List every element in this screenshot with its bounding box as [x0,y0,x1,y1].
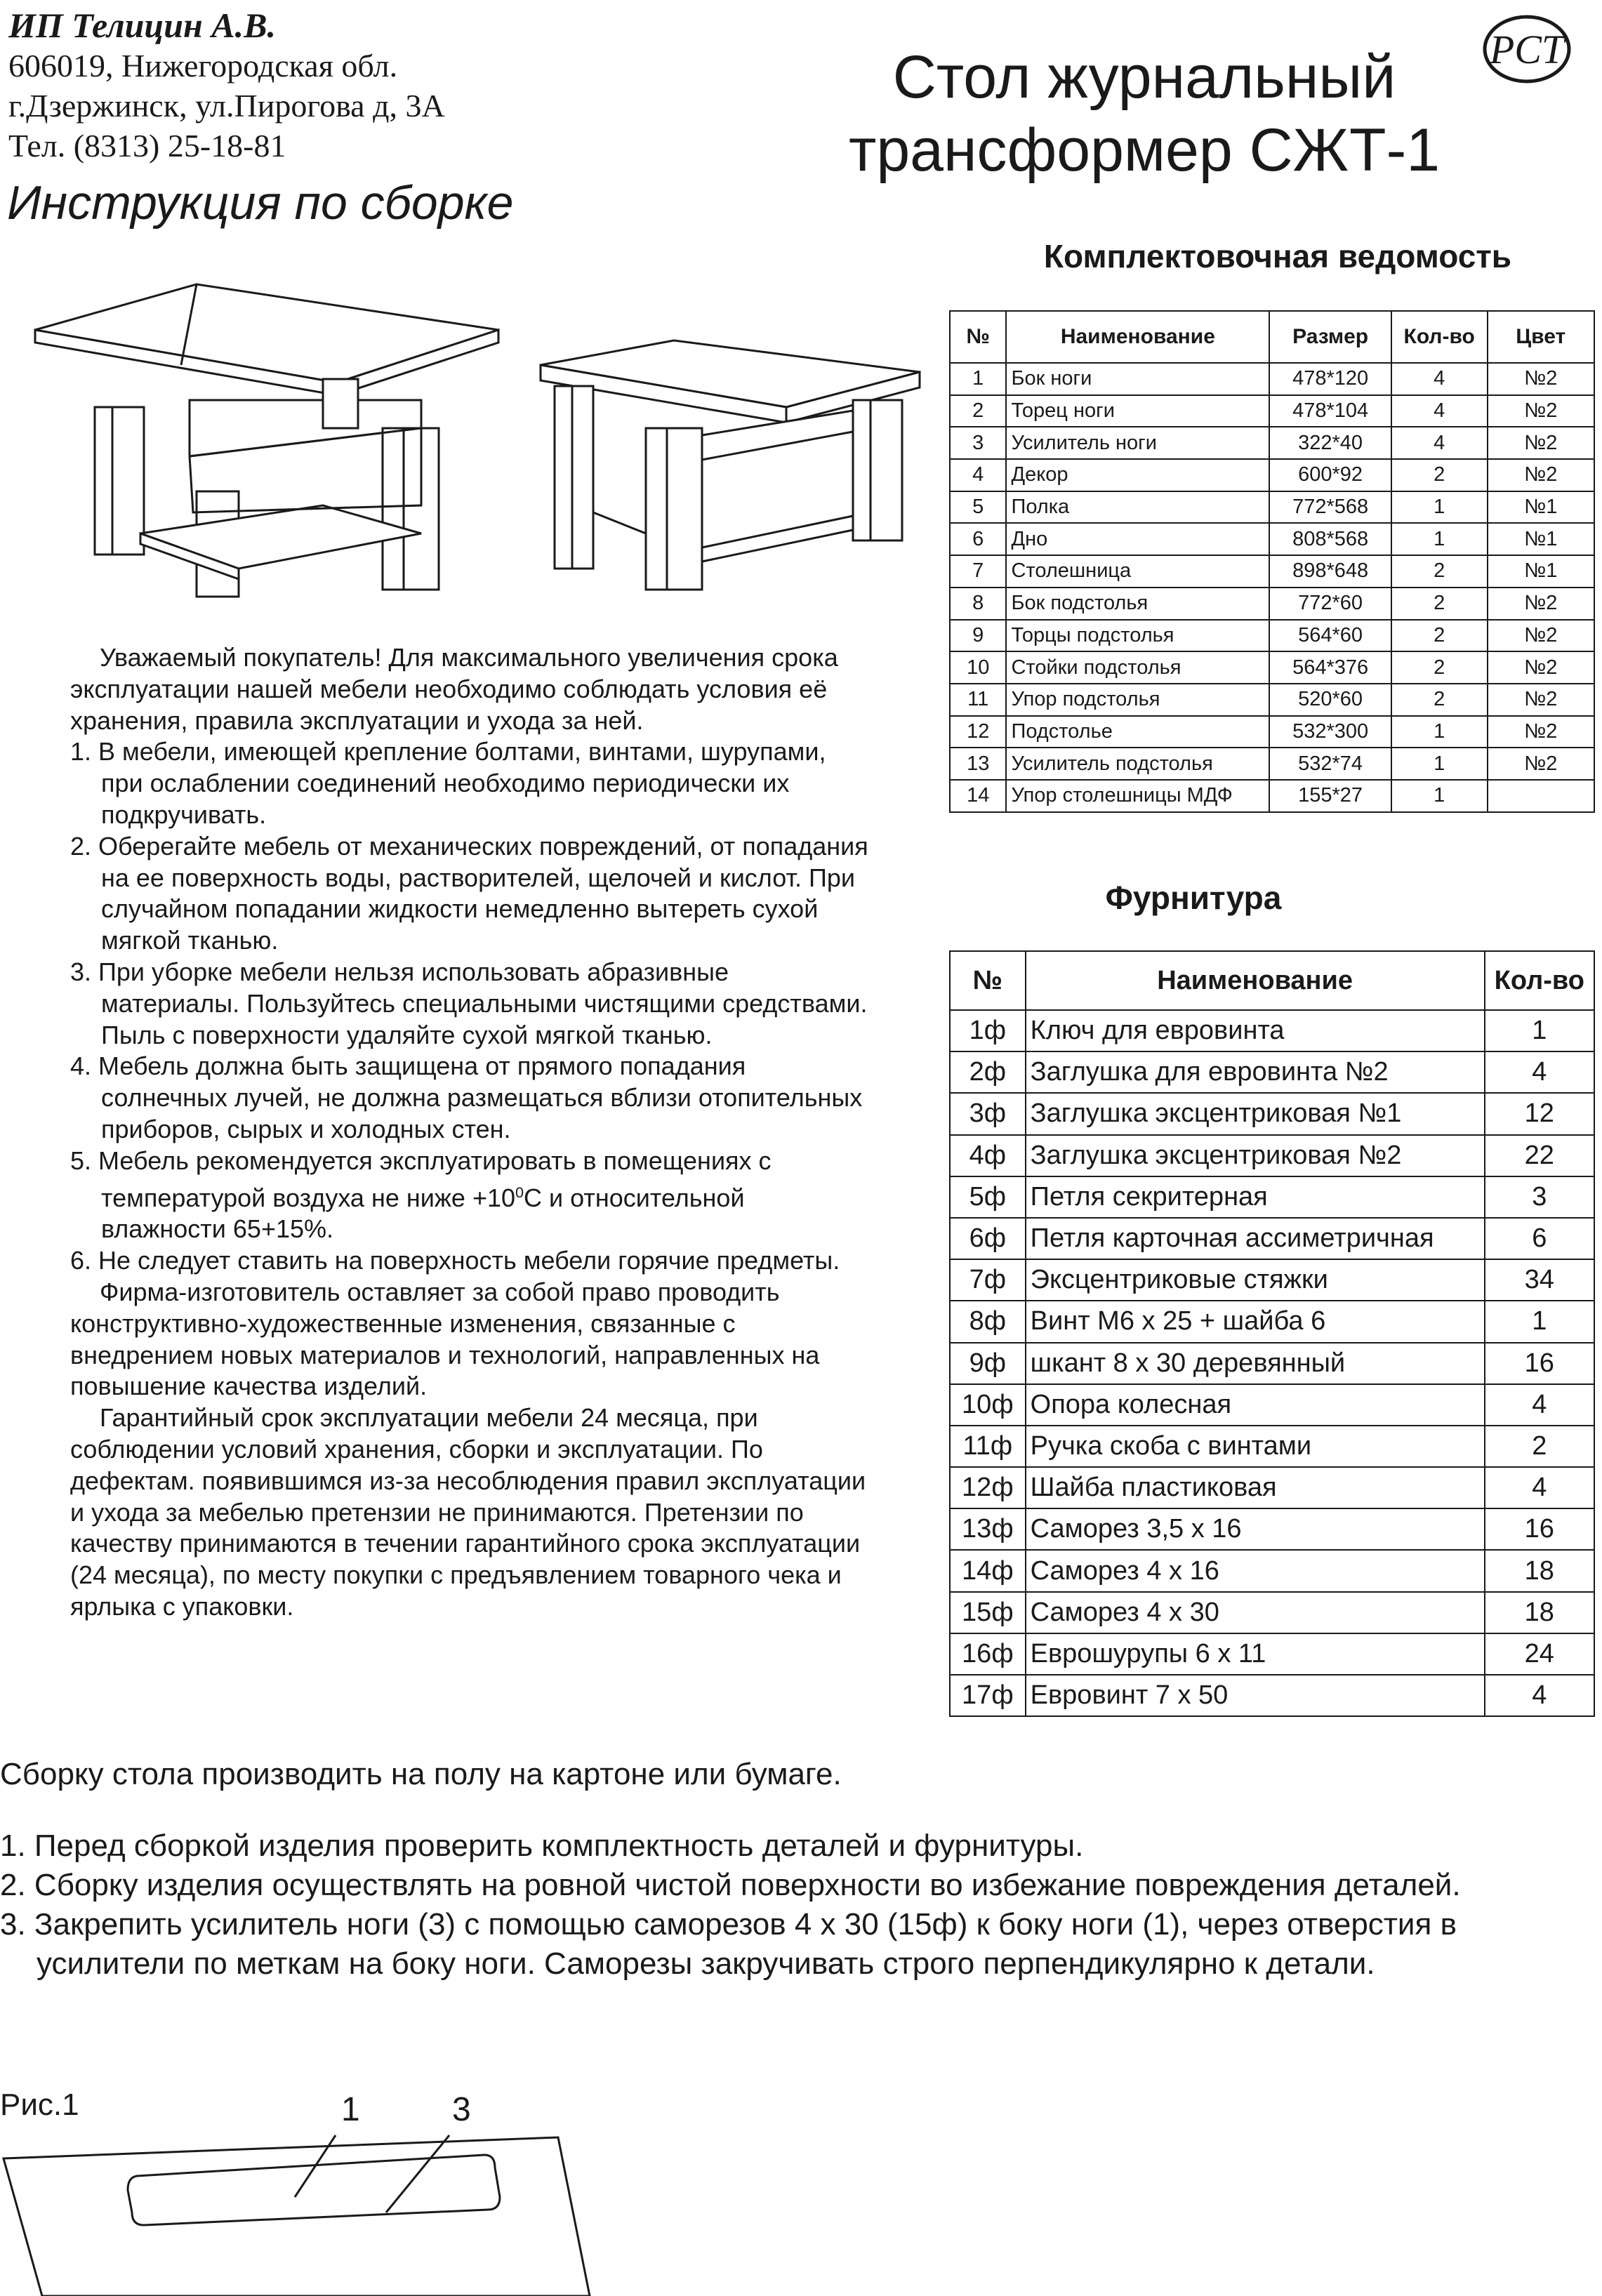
kit-cell-color: №2 [1488,588,1595,620]
kit-cell-name: Торцы подстолья [1006,620,1269,652]
care-item-2: 2. Оберегайте мебель от механических повреждений, от попадания на ее поверхность воды, растворителей, щелочей и кислот. При случайном попадании жидкости немедленно вытереть сухой мягкой тканью. [70,831,868,955]
kit-col-color: Цвет [1488,311,1595,363]
hardware-cell-number: 4ф [950,1135,1026,1176]
kit-cell-name: Столешница [1006,555,1269,588]
kit-cell-size: 322*40 [1269,427,1391,459]
kit-row [950,620,1594,652]
kit-cell-size: 520*60 [1269,684,1391,716]
hardware-cell-number: 17ф [950,1675,1026,1716]
hardware-cell-qty: 4 [1485,1384,1594,1426]
hardware-row [950,1508,1594,1550]
kit-cell-number: 2 [950,395,1006,427]
hardware-cell-name: Еврошурупы 6 х 11 [1026,1633,1485,1675]
certification-mark-icon [1481,13,1573,86]
hardware-col-number: № [950,951,1026,1010]
kit-cell-color: №2 [1488,684,1595,716]
hardware-row [950,1384,1594,1426]
hardware-cell-number: 14ф [950,1550,1026,1591]
company-address-line1: 606019, Нижегородская обл. [8,48,398,84]
hardware-row [950,1301,1594,1342]
kit-cell-color: №1 [1488,491,1595,524]
hardware-cell-number: 2ф [950,1051,1026,1093]
hardware-row [950,1093,1594,1134]
hardware-cell-name: Саморез 4 х 16 [1026,1550,1485,1591]
kit-cell-color [1488,780,1595,812]
hardware-row [950,1426,1594,1467]
hardware-cell-number: 13ф [950,1508,1026,1550]
hardware-cell-qty: 3 [1485,1176,1594,1218]
document-type: Инструкция по сборке [7,176,514,230]
kit-cell-qty: 4 [1391,395,1488,427]
kit-header-row [950,311,1594,363]
kit-cell-qty: 2 [1391,684,1488,716]
certification-mark-text: РСТ [1489,27,1565,72]
kit-col-number: № [950,311,1006,363]
kit-row [950,684,1594,716]
kit-cell-qty: 2 [1391,459,1488,491]
hardware-cell-name: Опора колесная [1026,1384,1485,1426]
hardware-row [950,1135,1594,1176]
company-block [8,6,445,166]
hardware-row [950,1259,1594,1301]
hardware-cell-qty: 12 [1485,1093,1594,1134]
hardware-row [950,1051,1594,1093]
care-item-3: 3. При уборке мебели нельзя использовать абразивные материалы. Пользуйтесь специальными чистящими средствами. Пыль с поверхности удаляйте сухой мягкой тканью. [70,957,868,1049]
kit-cell-name: Торец ноги [1006,395,1269,427]
kit-cell-name: Усилитель ноги [1006,427,1269,459]
kit-cell-size: 564*376 [1269,651,1391,684]
kit-cell-qty: 1 [1391,748,1488,780]
kit-cell-number: 3 [950,427,1006,459]
table-open-illustration [28,281,505,618]
kit-cell-name: Усилитель подстолья [1006,748,1269,780]
figure-leg-part-drawing [0,2127,618,2296]
kit-row [950,748,1594,780]
kit-row [950,523,1594,555]
kit-row [950,491,1594,524]
hardware-cell-number: 7ф [950,1259,1026,1301]
hardware-header-row [950,951,1594,1010]
kit-cell-size: 898*648 [1269,555,1391,588]
hardware-cell-number: 16ф [950,1633,1026,1675]
kit-table [949,310,1595,813]
hardware-cell-qty: 4 [1485,1051,1594,1093]
company-name: ИП Телицин А.В. [8,6,277,45]
hardware-row [950,1550,1594,1591]
hardware-heading: Фурнитура [1105,880,1282,916]
assembly-step-3: 3. Закрепить усилитель ноги (3) с помощью саморезов 4 х 30 (15ф) к боку ноги (1), через отверстия в усилители по меткам на боку ноги. Саморезы закручивать строго перпендикулярно к детали. [0,1907,1457,1981]
figure-callout-3: 3 [452,2091,471,2128]
hardware-cell-name: Саморез 4 х 30 [1026,1592,1485,1633]
hardware-cell-name: Евровинт 7 х 50 [1026,1675,1485,1716]
kit-cell-size: 564*60 [1269,620,1391,652]
care-item-5 [70,1146,870,1245]
figure-label: Рис.1 [0,2088,79,2122]
hardware-cell-name: Саморез 3,5 х 16 [1026,1508,1485,1550]
care-item-5-tail: С и относительной влажности 65+15%. [101,1183,745,1244]
kit-row [950,555,1594,588]
hardware-cell-number: 15ф [950,1592,1026,1633]
kit-col-qty: Кол-во [1391,311,1488,363]
kit-cell-qty: 1 [1391,780,1488,812]
kit-cell-number: 14 [950,780,1006,812]
care-item-6: 6. Не следует ставить на поверхность мебели горячие предметы. [70,1246,840,1275]
kit-row [950,427,1594,459]
kit-cell-name: Бок подстолья [1006,588,1269,620]
warranty-note: Гарантийный срок эксплуатации мебели 24 месяца, при соблюдении условий хранения, сборки и эксплуатации. По дефектам. появившимся из-за несоблюдения правил эксплуатации и ухода за мебелью претензии не принимаются. Претензии по качеству принимаются в течении гарантийного срока эксплуатации (24 месяца), по месту покупки с предъявлением товарного чека и ярлыка с упаковки. [70,1403,866,1621]
kit-heading: Комплектовочная ведомость [1043,238,1512,274]
hardware-row [950,1592,1594,1633]
company-phone: Тел. (8313) 25-18-81 [8,128,286,164]
care-item-4: 4. Мебель должна быть защищена от прямого попадания солнечных лучей, не должна размещаться вблизи отопительных приборов, сырых и холодных стен. [70,1051,863,1143]
hardware-cell-name: Петля карточная ассиметричная [1026,1218,1485,1259]
kit-cell-number: 7 [950,555,1006,588]
assembly-spacer [0,1794,1602,1826]
kit-cell-name: Бок ноги [1006,363,1269,395]
hardware-cell-name: шкант 8 х 30 деревянный [1026,1343,1485,1384]
product-title-line2: трансформер СЖТ-1 [848,117,1441,184]
kit-row [950,363,1594,395]
kit-row [950,395,1594,427]
kit-cell-number: 5 [950,491,1006,524]
kit-cell-size: 478*120 [1269,363,1391,395]
figure-callout-1: 1 [341,2091,360,2128]
kit-cell-qty: 4 [1391,363,1488,395]
kit-cell-color: №2 [1488,363,1595,395]
kit-col-name: Наименование [1006,311,1269,363]
kit-cell-number: 1 [950,363,1006,395]
kit-cell-size: 532*74 [1269,748,1391,780]
hardware-table [949,950,1595,1717]
hardware-cell-number: 12ф [950,1467,1026,1508]
hardware-col-name: Наименование [1026,951,1485,1010]
hardware-cell-qty: 16 [1485,1343,1594,1384]
kit-cell-name: Упор столешницы МДФ [1006,780,1269,812]
assembly-lead: Сборку стола производить на полу на картоне или бумаге. [0,1757,842,1791]
kit-cell-qty: 2 [1391,588,1488,620]
kit-cell-size: 532*300 [1269,716,1391,748]
kit-cell-color: №2 [1488,651,1595,684]
hardware-cell-qty: 24 [1485,1633,1594,1675]
hardware-cell-number: 11ф [950,1426,1026,1467]
hardware-cell-qty: 18 [1485,1592,1594,1633]
hardware-cell-qty: 18 [1485,1550,1594,1591]
hardware-cell-qty: 22 [1485,1135,1594,1176]
kit-cell-number: 11 [950,684,1006,716]
kit-cell-color: №2 [1488,427,1595,459]
hardware-row [950,1675,1594,1716]
hardware-cell-name: Шайба пластиковая [1026,1467,1485,1508]
product-title-line1: Стол журнальный [892,44,1396,111]
kit-cell-color: №2 [1488,395,1595,427]
kit-cell-name: Декор [1006,459,1269,491]
kit-cell-number: 12 [950,716,1006,748]
kit-cell-size: 478*104 [1269,395,1391,427]
kit-cell-number: 6 [950,523,1006,555]
kit-cell-number: 13 [950,748,1006,780]
kit-cell-qty: 4 [1391,427,1488,459]
hardware-cell-name: Эксцентриковые стяжки [1026,1259,1485,1301]
kit-cell-name: Подстолье [1006,716,1269,748]
kit-cell-number: 9 [950,620,1006,652]
hardware-cell-number: 10ф [950,1384,1026,1426]
hardware-cell-qty: 16 [1485,1508,1594,1550]
kit-cell-size: 155*27 [1269,780,1391,812]
kit-col-size: Размер [1269,311,1391,363]
hardware-col-qty: Кол-во [1485,951,1594,1010]
hardware-row [950,1633,1594,1675]
kit-cell-qty: 1 [1391,491,1488,524]
hardware-row [950,1467,1594,1508]
kit-cell-color: №2 [1488,459,1595,491]
kit-row [950,651,1594,684]
kit-cell-size: 772*568 [1269,491,1391,524]
company-address-line2: г.Дзержинск, ул.Пирогова д, 3А [8,88,445,124]
kit-cell-size: 808*568 [1269,523,1391,555]
assembly-step-1: 1. Перед сборкой изделия проверить комплектность деталей и фурнитуры. [0,1829,1084,1863]
hardware-cell-name: Заглушка эксцентриковая №2 [1026,1135,1485,1176]
kit-cell-name: Стойки подстолья [1006,651,1269,684]
kit-cell-qty: 2 [1391,620,1488,652]
kit-row [950,780,1594,812]
table-closed-illustration [534,337,927,604]
kit-cell-size: 600*92 [1269,459,1391,491]
hardware-cell-number: 6ф [950,1218,1026,1259]
care-intro: Уважаемый покупатель! Для максимального увеличения срока эксплуатации нашей мебели необходимо соблюдать условия её хранения, правила эксплуатации и ухода за ней. [70,643,838,735]
hardware-cell-number: 3ф [950,1093,1026,1134]
hardware-cell-number: 1ф [950,1010,1026,1051]
kit-cell-size: 772*60 [1269,588,1391,620]
kit-row [950,716,1594,748]
hardware-row [950,1176,1594,1218]
kit-cell-qty: 2 [1391,555,1488,588]
kit-cell-color: №1 [1488,523,1595,555]
product-title [828,41,1460,187]
kit-cell-qty: 1 [1391,716,1488,748]
care-item-5-degree: 0 [515,1183,524,1201]
kit-cell-color: №2 [1488,748,1595,780]
kit-cell-number: 8 [950,588,1006,620]
manufacturer-note: Фирма-изготовитель оставляет за собой право проводить конструктивно-художественные изменения, связанные с внедрением новых материалов и технологий, направленных на повышение качества изделий. [70,1277,820,1401]
hardware-row [950,1218,1594,1259]
care-item-1: 1. В мебели, имеющей крепление болтами, винтами, шурупами, при ослаблении соединений необходимо периодически их подкручивать. [70,737,826,829]
assembly-instructions [0,1755,1602,1984]
kit-cell-name: Упор подстолья [1006,684,1269,716]
hardware-cell-qty: 4 [1485,1675,1594,1716]
kit-cell-qty: 2 [1391,651,1488,684]
hardware-cell-qty: 6 [1485,1218,1594,1259]
assembly-step-2: 2. Сборку изделия осуществлять на ровной чистой поверхности во избежание повреждения деталей. [0,1868,1461,1902]
kit-cell-color: №2 [1488,620,1595,652]
kit-cell-number: 4 [950,459,1006,491]
kit-cell-qty: 1 [1391,523,1488,555]
hardware-cell-qty: 4 [1485,1467,1594,1508]
kit-cell-name: Полка [1006,491,1269,524]
hardware-cell-name: Заглушка эксцентриковая №1 [1026,1093,1485,1134]
hardware-cell-name: Ручка скоба с винтами [1026,1426,1485,1467]
care-item-5-text: 5. Мебель рекомендуется эксплуатировать в помещениях с температурой воздуха не ниже +10 [70,1146,772,1212]
hardware-cell-qty: 1 [1485,1301,1594,1342]
kit-cell-name: Дно [1006,523,1269,555]
hardware-cell-number: 8ф [950,1301,1026,1342]
hardware-cell-qty: 1 [1485,1010,1594,1051]
kit-cell-color: №1 [1488,555,1595,588]
care-instructions [70,642,870,1623]
hardware-cell-name: Ключ для евровинта [1026,1010,1485,1051]
hardware-cell-name: Винт М6 х 25 + шайба 6 [1026,1301,1485,1342]
hardware-cell-qty: 34 [1485,1259,1594,1301]
hardware-cell-qty: 2 [1485,1426,1594,1467]
kit-row [950,588,1594,620]
kit-cell-color: №2 [1488,716,1595,748]
kit-row [950,459,1594,491]
hardware-cell-name: Петля секритерная [1026,1176,1485,1218]
hardware-cell-number: 5ф [950,1176,1026,1218]
hardware-row [950,1343,1594,1384]
kit-cell-number: 10 [950,651,1006,684]
hardware-cell-number: 9ф [950,1343,1026,1384]
hardware-row [950,1010,1594,1051]
hardware-cell-name: Заглушка для евровинта №2 [1026,1051,1485,1093]
